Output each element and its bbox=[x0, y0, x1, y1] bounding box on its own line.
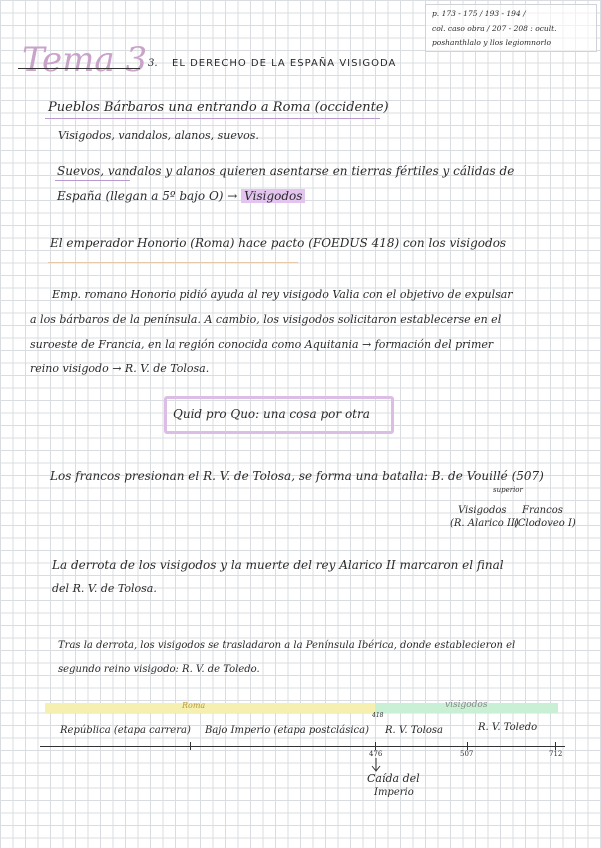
section2-line2 bbox=[57, 189, 305, 203]
section3-underline bbox=[48, 262, 298, 263]
tema-heading: Tema 3 bbox=[22, 40, 148, 80]
mark-418: 418 bbox=[372, 712, 384, 719]
topic-number: 3. bbox=[148, 58, 158, 69]
tick-mark bbox=[190, 742, 191, 750]
segment-republica: República (etapa carrera) bbox=[60, 725, 191, 736]
section4-line: Los francos presionan el R. V. de Tolosa, se forma una batalla: B. de Vouillé (507) bbox=[50, 469, 544, 483]
topic-title: EL DERECHO DE LA ESPAÑA VISIGODA bbox=[172, 58, 397, 69]
segment-bajo-imperio: Bajo Imperio (etapa postclásica) bbox=[205, 725, 370, 736]
rome-bar bbox=[45, 703, 375, 713]
fall-label-line1: Caída del bbox=[367, 772, 420, 785]
timeline-axis bbox=[40, 746, 565, 747]
tick-label-507: 507 bbox=[460, 750, 474, 758]
section3-paragraph-line1: Emp. romano Honorio pidió ayuda al rey visigodo Valia con el objetivo de expulsar bbox=[52, 288, 513, 301]
tick-label-476: 476 bbox=[369, 750, 383, 758]
visigodos-label: Visigodos bbox=[458, 505, 507, 516]
segment-toledo: R. V. Toledo bbox=[478, 722, 538, 733]
reference-line-2: col. caso obra / 207 - 208 : ocult. bbox=[432, 24, 557, 33]
tick-mark bbox=[467, 742, 468, 750]
reference-line-3: poshanthlalo y llos legiomnorlo bbox=[432, 38, 551, 47]
section2-line1: Suevos, vandalos y alanos quieren asentarse en tierras fértiles y cálidas de bbox=[57, 164, 515, 178]
section1-peoples: Visigodos, vandalos, alanos, suevos. bbox=[58, 129, 259, 142]
section3-heading: El emperador Honorio (Roma) hace pacto (FOEDUS 418) con los visigodos bbox=[50, 236, 507, 250]
visigodos-highlight: Visigodos bbox=[241, 189, 305, 203]
visigodos-bar-label: visigodos bbox=[445, 700, 488, 710]
fall-label-line2: Imperio bbox=[374, 787, 414, 798]
quid-pro-quo-text: Quid pro Quo: una cosa por otra bbox=[173, 407, 370, 421]
superior-note: superior bbox=[493, 486, 523, 494]
tick-label-712: 712 bbox=[549, 750, 563, 758]
section3-paragraph-line4: reino visigodo → R. V. de Tolosa. bbox=[30, 362, 210, 375]
reference-line-1: p. 173 - 175 / 193 - 194 / bbox=[432, 9, 526, 18]
section6-line1: Tras la derrota, los visigodos se trasladaron a la Península Ibérica, donde establecieron el bbox=[58, 640, 516, 651]
francos-king: (Clodoveo I) bbox=[514, 518, 576, 529]
down-arrow-icon bbox=[370, 758, 382, 772]
tick-mark bbox=[555, 742, 556, 750]
section5-line2: del R. V. de Tolosa. bbox=[52, 582, 157, 595]
segment-tolosa: R. V. Tolosa bbox=[385, 725, 443, 736]
reference-box bbox=[425, 4, 597, 52]
francos-label: Francos bbox=[522, 505, 563, 516]
section1-heading: Pueblos Bárbaros una entrando a Roma (occidente) bbox=[48, 100, 389, 115]
section3-paragraph-line2: a los bárbaros de la península. A cambio, los visigodos solicitaron establecerse en el bbox=[30, 313, 502, 326]
tema-underline bbox=[18, 68, 140, 69]
section3-paragraph-line3: suroeste de Francia, en la región conocida como Aquitania → formación del primer bbox=[30, 338, 494, 351]
visigodos-king: (R. Alarico II) bbox=[450, 518, 519, 529]
section1-underline bbox=[45, 118, 380, 119]
rome-bar-label: Roma bbox=[182, 701, 206, 710]
section2-underline bbox=[55, 180, 130, 181]
tick-mark bbox=[375, 742, 376, 750]
section2-line2-text: España (llegan a 5º bajo O) → bbox=[57, 189, 238, 203]
section6-line2: segundo reino visigodo: R. V. de Toledo. bbox=[58, 664, 260, 675]
section5-line1: La derrota de los visigodos y la muerte del rey Alarico II marcaron el final bbox=[52, 558, 504, 572]
